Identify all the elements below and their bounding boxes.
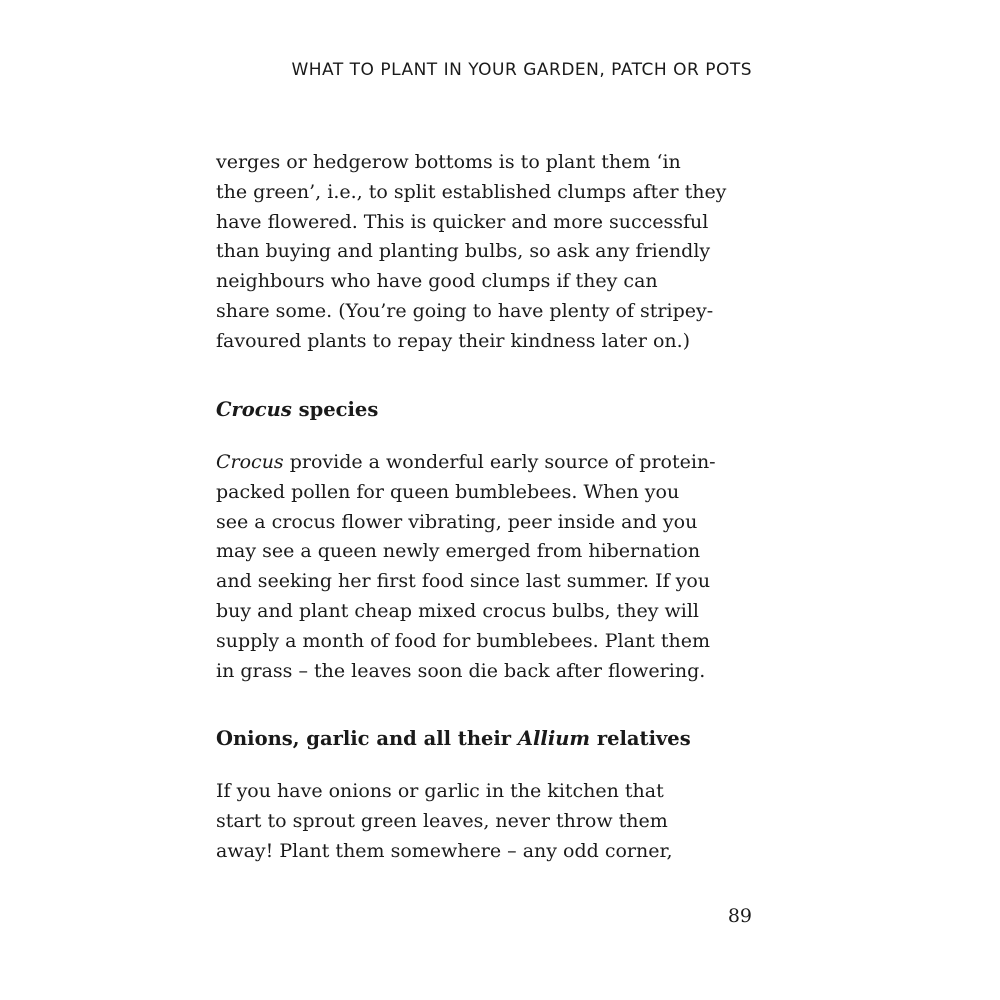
paragraph-line: If you have onions or garlic in the kitchen that [216,780,664,802]
crocus-heading [216,398,378,421]
paragraph-line: see a crocus flower vibrating, peer inside and you [216,510,698,533]
paragraph-line: may see a queen newly emerged from hibernation [216,540,701,563]
allium-heading [216,727,691,750]
paragraph-line: start to sprout green leaves, never throw them [216,809,668,832]
paragraph-line: and seeking her first food since last summer. If you [216,570,711,593]
allium-heading-after: relatives [590,727,691,750]
paragraph-line [216,448,756,478]
paragraph-line: neighbours who have good clumps if they can [216,270,658,293]
paragraph-line: have flowered. This is quicker and more successful [216,210,709,233]
paragraph-line: in grass – the leaves soon die back after flowering. [216,659,706,682]
crocus-heading-italic: Crocus [216,398,292,421]
paragraph-line: packed pollen for queen bumblebees. When you [216,480,680,503]
paragraph-line: away! Plant them somewhere – any odd corner, [216,839,673,862]
paragraph-line: than buying and planting bulbs, so ask any friendly [216,240,711,263]
crocus-paragraph [216,448,756,686]
paragraph-line: verges or hedgerow bottoms is to plant them ‘in [216,151,681,173]
paragraph-line: the green’, i.e., to split established clumps after they [216,180,727,203]
allium-paragraph [216,777,756,866]
paragraph-line: favoured plants to repay their kindness later on.) [216,329,691,352]
paragraph-line: supply a month of food for bumblebees. Plant them [216,629,710,652]
crocus-heading-rest: species [291,398,379,421]
allium-heading-before: Onions, garlic and all their [216,727,518,750]
crocus-first-line-rest: provide a wonderful early source of protein- [283,451,716,473]
paragraph-line: buy and plant cheap mixed crocus bulbs, they will [216,599,700,622]
page-number: 89 [727,905,752,927]
allium-heading-italic: Allium [517,727,591,750]
crocus-italic-word: Crocus [216,451,284,473]
running-head: WHAT TO PLANT IN YOUR GARDEN, PATCH OR POTS [291,60,752,80]
paragraph-line: share some. (You’re going to have plenty of stripey- [216,299,714,322]
intro-paragraph [216,148,756,357]
